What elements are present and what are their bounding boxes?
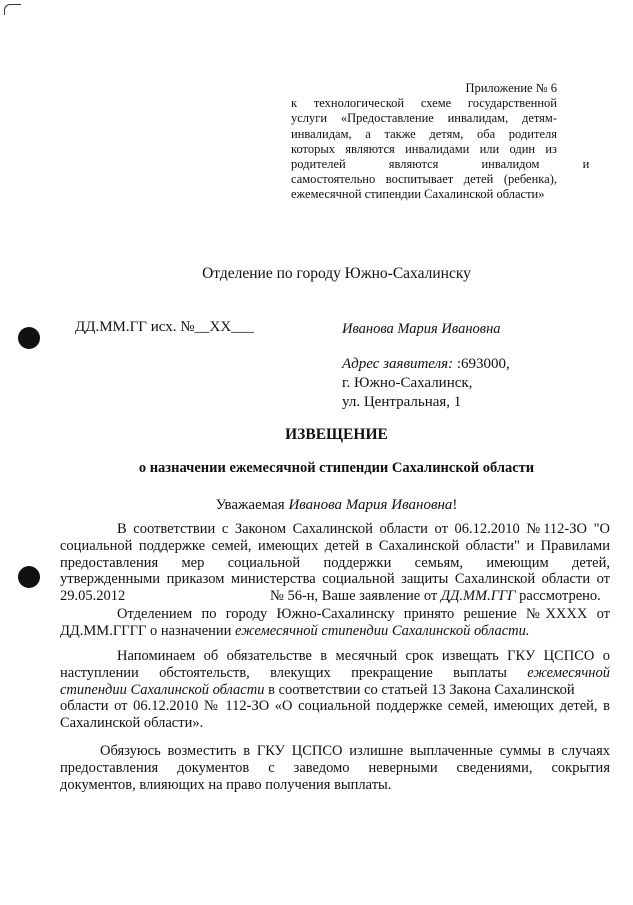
address-postcode: :693000, <box>456 356 510 372</box>
document-subheading: о назначении ежемесячной стипендии Сахалинской области <box>138 460 535 476</box>
paragraph-line: предоставления документов с заведомо неверными сведениями, сокрытия <box>60 759 610 776</box>
scan-corner-mark <box>4 4 21 15</box>
appendix-title: Приложение № 6 <box>465 81 557 95</box>
paragraph-line-tail <box>270 588 601 605</box>
greeting-suffix: ! <box>452 497 458 513</box>
greeting <box>0 497 633 514</box>
paragraph-line <box>60 682 610 699</box>
appendix-block <box>291 81 590 203</box>
paragraph-line: В соответствии с Законом Сахалинской области от 06.12.2010 №112-ЗО "О <box>117 521 610 537</box>
status-text: рассмотрено. <box>519 588 601 605</box>
decision-date: ДД.ММ.ГГГГ <box>60 622 147 639</box>
punch-hole-bottom <box>18 566 40 588</box>
appendix-line: родителей являются инвалидом и <box>291 157 590 172</box>
decision-text: о назначении <box>149 622 232 639</box>
document-heading: ИЗВЕЩЕНИЕ <box>285 426 388 443</box>
paragraph-line: утвержденными приказом министерства социальной защиты Сахалинской области от <box>60 571 610 588</box>
paragraph-decision <box>60 606 610 640</box>
address-label: Адрес заявителя: <box>342 356 454 372</box>
greeting-name: Иванова Мария Ивановна <box>288 497 453 513</box>
paragraph-reminder <box>60 648 610 732</box>
appendix-line: которых являются инвалидами или один из <box>291 141 557 156</box>
paragraph-line: социальной поддержке семей, имеющих детей в Сахалинской области" и Правилами <box>60 537 610 554</box>
recipient-street: ул. Центральная, 1 <box>342 394 462 410</box>
paragraph-line: области от 06.12.2010 № 112-ЗО «О социальной поддержке семей, имеющих детей, в <box>60 698 610 715</box>
recipient-city: г. Южно-Сахалинск, <box>342 375 473 391</box>
paragraph-line <box>60 623 610 640</box>
paragraph-line: предоставления мер социальной поддержки семьям, имеющим детей, <box>60 554 610 571</box>
appendix-line: инвалидам, а также детям, оба родителя <box>291 126 557 141</box>
paragraph-line <box>60 665 610 682</box>
appendix-line: услуги «Предоставление инвалидам, детям- <box>291 111 557 126</box>
recipient-address-line <box>342 356 510 373</box>
application-date: ДД.ММ.ГГГ <box>440 588 516 605</box>
punch-hole-top <box>18 327 40 349</box>
appendix-line: самостоятельно воспитывает детей (ребенка), <box>291 172 557 187</box>
appendix-line: ежемесячной стипендии Сахалинской области» <box>291 187 545 202</box>
decision-subject: ежемесячной стипендии Сахалинской области. <box>235 622 530 639</box>
paragraph-line <box>60 588 610 605</box>
paragraph-line: Напоминаем об обязательстве в месячный срок извещать ГКУ ЦСПСО о <box>117 648 610 664</box>
reminder-italic: стипендии Сахалинской области <box>60 681 265 698</box>
recipient-name: Иванова Мария Ивановна <box>342 321 501 337</box>
greeting-prefix: Уважаемая <box>215 497 285 513</box>
reminder-italic: ежемесячной <box>527 664 610 681</box>
paragraph-obligation <box>60 743 610 793</box>
paragraph-line: Сахалинской области». <box>60 715 204 732</box>
reminder-text: в соответствии со статьей 13 Закона Сахалинской <box>268 681 575 698</box>
appendix-line: к технологической схеме государственной <box>291 96 557 111</box>
order-date: 29.05.2012 <box>60 588 126 605</box>
paragraph-line: Обязуюсь возместить в ГКУ ЦСПСО излишне выплаченные суммы в случаях <box>100 743 610 759</box>
reminder-text: наступлении обстоятельств, влекущих прекращение выплаты <box>60 664 507 681</box>
paragraph-line: Отделением по городу Южно-Сахалинску принято решение №ХХХХ от <box>117 606 610 622</box>
paragraph-legal-basis <box>60 521 610 605</box>
outgoing-reference: ДД.ММ.ГГ исх. №__ХХ___ <box>75 319 254 335</box>
order-number-text: № 56-н, Ваше заявление от <box>270 588 438 605</box>
department-name: Отделение по городу Южно-Сахалинску <box>202 265 471 282</box>
paragraph-line: документов, влияющих на право получения выплаты. <box>60 776 392 793</box>
